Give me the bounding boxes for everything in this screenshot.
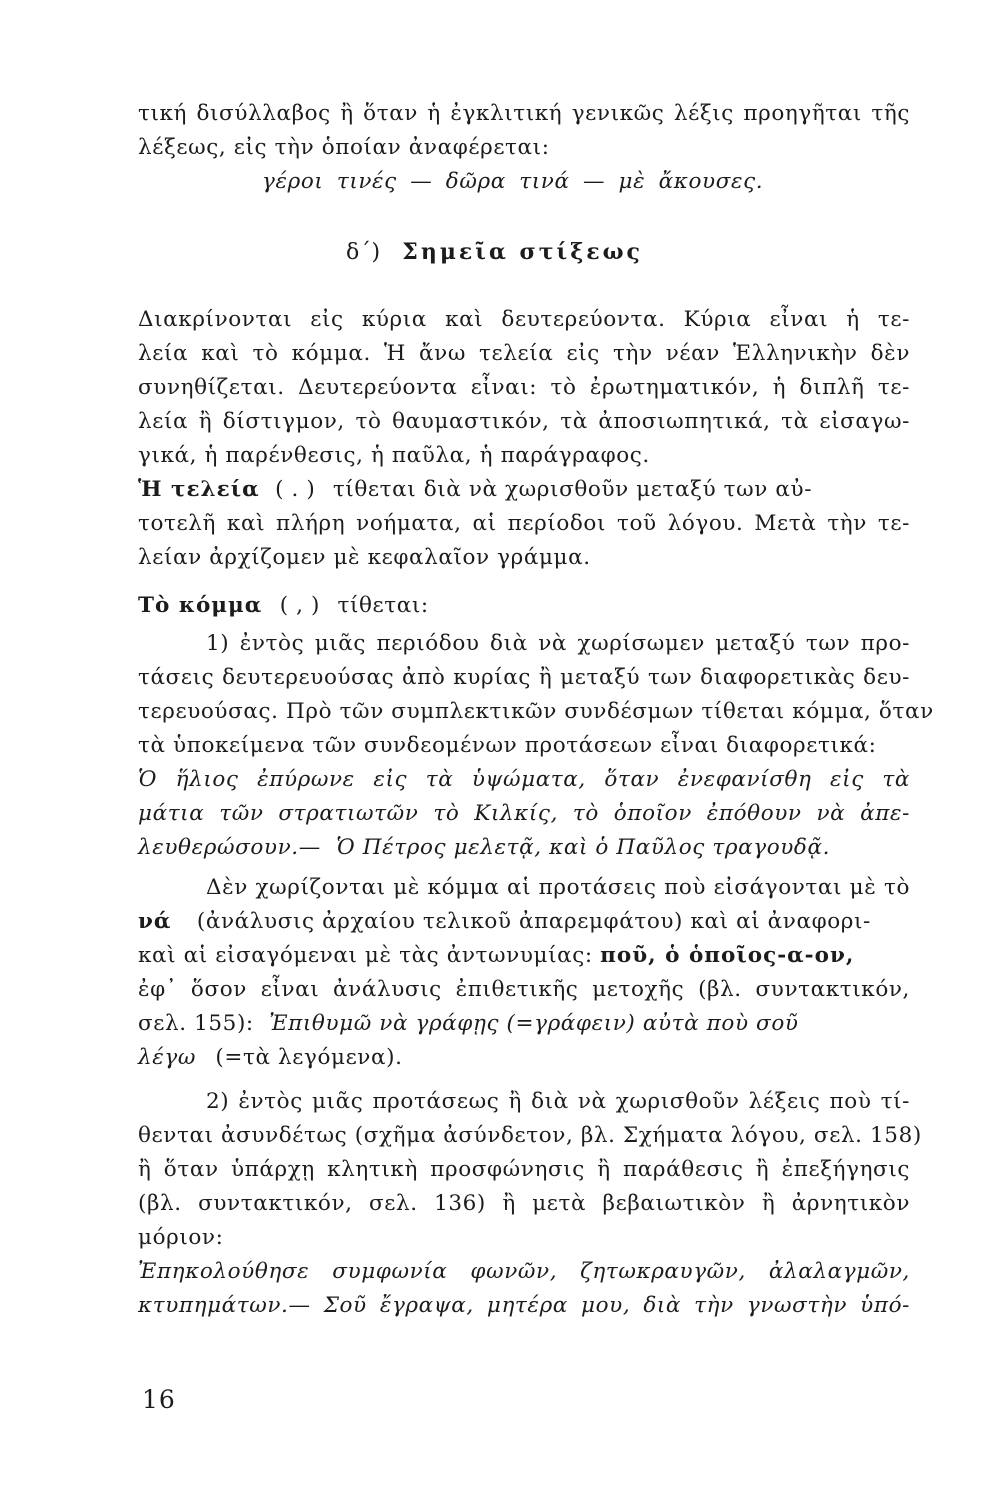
term-period: Ἡ τελεία (138, 477, 260, 502)
text-line: λεία ἢ δίστιγμον, τὸ θαυμαστικόν, τὰ ἀποσιωπητικά, τὰ εἰσαγω- (138, 409, 910, 434)
example-run: Ἐπιθυμῶ νὰ γράφῃς (=γράφειν) αὐτὰ ποὺ σοῦ (269, 1011, 799, 1036)
text-run: καὶ αἱ εἰσαγόμεναι μὲ τὰς ἀντωνυμίας: (138, 943, 593, 968)
text-run: τίθεται: (337, 593, 429, 618)
text-line: Διακρίνονται εἰς κύρια καὶ δευτερεύοντα. Κύρια εἶναι ἡ τε- (138, 307, 910, 332)
text-line: τὰ ὑποκείμενα τῶν συνδεομένων προτάσεων εἶναι διαφορετικά: (138, 733, 877, 758)
example-run: λευθερώσουν. (138, 835, 299, 860)
example-line: Ὁ ἥλιος ἐπύρωνε εἰς τὰ ὑψώματα, ὅταν ἐνεφανίσθη εἰς τὰ (138, 767, 910, 792)
text-line (138, 906, 910, 938)
dash: — (298, 835, 321, 860)
text-line: ἢ ὅταν ὑπάρχῃ κλητικὴ προσφώνησις ἢ παράθεσις ἢ ἐπεξήγησις (138, 1157, 910, 1182)
text-run: (ἀνάλυσις ἀρχαίου τελικοῦ ἀπαρεμφάτου) καὶ αἱ ἀναφορι- (196, 909, 871, 934)
example-line (138, 832, 910, 864)
section-title: Σημεῖα στίξεως (402, 239, 643, 265)
text-line: συνηθίζεται. Δευτερεύοντα εἶναι: τὸ ἐρωτηματικόν, ἡ διπλῆ τε- (138, 375, 910, 400)
example-run: λέγω (138, 1045, 196, 1070)
text-line: (βλ. συντακτικόν, σελ. 136) ἢ μετὰ βεβαιωτικὸν ἢ ἀρνητικὸν (138, 1191, 910, 1216)
text-run: σελ. 155): (138, 1011, 254, 1036)
text-line: γικά, ἡ παρένθεσις, ἡ παῦλα, ἡ παράγραφος. (138, 443, 650, 468)
text-run: τίθεται διὰ νὰ χωρισθοῦν μεταξύ των αὐ- (332, 477, 813, 502)
page-number: 16 (142, 1385, 176, 1414)
text-line: 2) ἐντὸς μιᾶς προτάσεως ἢ διὰ νὰ χωρισθοῦν λέξεις ποὺ τί- (206, 1089, 910, 1114)
text-line: τοτελῆ καὶ πλήρη νοήματα, αἱ περίοδοι τοῦ λόγου. Μετὰ τὴν τε- (138, 511, 910, 536)
term-na: νά (138, 909, 172, 934)
text-line-period-rule (138, 474, 910, 506)
section-heading (0, 236, 989, 269)
term-pronouns: ποῦ, ὁ ὁποῖος-α-ον, (600, 943, 855, 968)
text-line: Δὲν χωρίζονται μὲ κόμμα αἱ προτάσεις ποὺ εἰσάγονται μὲ τὸ (206, 875, 910, 900)
term-comma: Τὸ κόμμα (138, 593, 263, 618)
text-line: μόριον: (138, 1225, 224, 1250)
text-line: τική δισύλλαβος ἢ ὅταν ἡ ἐγκλιτική γενικῶς λέξις προηγῆται τῆς (138, 101, 910, 126)
example-line: Ἐπηκολούθησε συμφωνία φωνῶν, ζητωκραυγῶν, ἀλαλαγμῶν, (138, 1259, 910, 1284)
mark-period: ( . ) (275, 477, 316, 502)
text-line (138, 940, 910, 972)
text-line (138, 1042, 910, 1074)
text-line (138, 1008, 910, 1040)
example-run: Ὁ Πέτρος μελετᾷ, καὶ ὁ Παῦλος τραγουδᾷ. (336, 835, 830, 860)
text-line: λείαν ἀρχίζομεν μὲ κεφαλαῖον γράμμα. (138, 545, 591, 570)
section-number: δ΄) (346, 240, 381, 265)
text-line-comma-rule (138, 590, 910, 622)
text-line: 1) ἐντὸς μιᾶς περιόδου διὰ νὰ χωρίσωμεν μεταξύ των προ- (206, 631, 910, 656)
text-line: τάσεις δευτερευούσας ἀπὸ κυρίας ἢ μεταξύ των διαφορετικὰς δευ- (138, 665, 910, 690)
text-line: λεία καὶ τὸ κόμμα. Ἡ ἄνω τελεία εἰς τὴν νέαν Ἑλληνικὴν δὲν (138, 341, 910, 366)
text-line: θενται ἀσυνδέτως (σχῆμα ἀσύνδετον, βλ. Σχήματα λόγου, σελ. 158) (138, 1123, 922, 1148)
text-line: λέξεως, εἰς τὴν ὁποίαν ἀναφέρεται: (138, 135, 550, 160)
text-run: (=τὰ λεγόμενα). (215, 1045, 403, 1070)
example-line: κτυπημάτων.— Σοῦ ἔγραψα, μητέρα μου, διὰ τὴν γνωστὴν ὑπό- (138, 1293, 910, 1318)
example-line: μάτια τῶν στρατιωτῶν τὸ Κιλκίς, τὸ ὁποῖον ἐπόθουν νὰ ἀπε- (138, 801, 910, 826)
text-line: τερευούσας. Πρὸ τῶν συμπλεκτικῶν συνδέσμων τίθεται κόμμα, ὅταν (138, 699, 934, 724)
example-line: γέροι τινές — δῶρα τινά — μὲ ἄκουσες. (262, 169, 764, 194)
mark-comma: ( , ) (279, 593, 321, 618)
text-line: ἐφ᾽ ὅσον εἶναι ἀνάλυσις ἐπιθετικῆς μετοχῆς (βλ. συντακτικόν, (138, 977, 910, 1002)
